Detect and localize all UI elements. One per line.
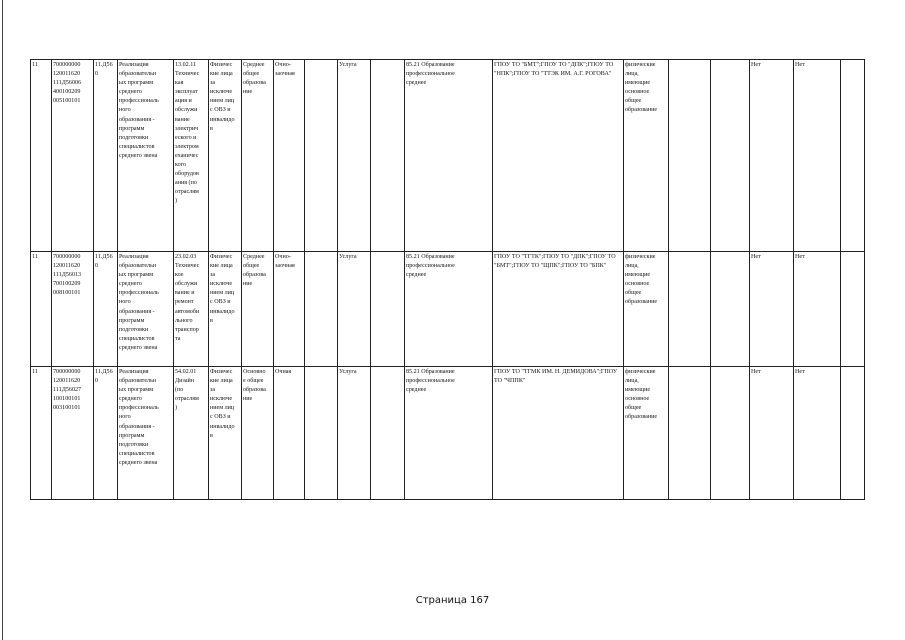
service-type-text: Услуга <box>339 369 357 375</box>
service-name-text: Реализация образовательн ых программ среднего профессиональ ного образования - программ подготовки специалистов среднего звена <box>119 254 159 351</box>
service-code-text: 11.Д56 0 <box>95 62 113 78</box>
consumer-category <box>209 60 242 252</box>
consumer-category-text: Физичес кие лица за исключе нием лиц с ОВЗ и инвалидо в <box>210 369 235 439</box>
empty-cell <box>669 252 711 367</box>
education-level-text: Основно е общее образова ние <box>243 369 266 403</box>
organizations-list-text: ГПОУ ТО "ТГМК ИМ. Н. ДЕМИДОВА";ГПОУ ТО "ЧППК" <box>494 369 618 385</box>
consumer-category-text: Физичес кие лица за исключе нием лиц с ОВЗ и инвалидо в <box>210 254 235 324</box>
okved-activity <box>405 252 493 367</box>
service-name <box>118 252 174 367</box>
table-row <box>31 60 865 252</box>
education-level <box>242 252 274 367</box>
consumers-text: физические лица, имеющие основное общее образование <box>625 254 658 306</box>
service-code <box>94 252 118 367</box>
row-number-text: 11 <box>32 369 38 375</box>
organizations-list <box>493 252 624 367</box>
study-form <box>274 60 305 252</box>
service-name <box>118 60 174 252</box>
service-code <box>94 367 118 500</box>
flag-no-text: Нет <box>795 254 805 260</box>
consumers <box>624 252 669 367</box>
education-level <box>242 60 274 252</box>
study-form-text: Очная <box>275 369 292 375</box>
flag-no-text: Нет <box>751 369 761 375</box>
education-level-text: Среднее общее образова ние <box>243 62 266 96</box>
registry-code-text: 700000000 120011620 111Д56013 700100209 008100101 <box>53 254 82 297</box>
flag-no-text: Нет <box>795 62 805 68</box>
okved-activity <box>405 367 493 500</box>
flag-no <box>750 252 794 367</box>
empty-cell <box>371 60 405 252</box>
empty-cell <box>841 367 865 500</box>
okved-activity <box>405 60 493 252</box>
flag-no-text: Нет <box>751 254 761 260</box>
okved-activity-text: 85.21 Образование профессиональное среднее <box>406 369 455 394</box>
registry-code-text: 700000000 120011620 111Д56006 400100209 005100101 <box>53 62 82 105</box>
empty-cell <box>371 367 405 500</box>
empty-cell <box>305 60 338 252</box>
service-type <box>338 252 371 367</box>
empty-cell <box>305 252 338 367</box>
consumers-text: физические лица, имеющие основное общее образование <box>625 62 658 114</box>
service-code-text: 11.Д56 0 <box>95 254 113 270</box>
study-form-text: Очно- заочная <box>275 254 295 270</box>
education-level-text: Среднее общее образова ние <box>243 254 266 288</box>
flag-no-text: Нет <box>751 62 761 68</box>
flag-no <box>794 367 841 500</box>
consumer-category-text: Физичес кие лица за исключе нием лиц с ОВЗ и инвалидо в <box>210 62 235 132</box>
okved-activity-text: 85.21 Образование профессиональное среднее <box>406 254 455 279</box>
organizations-list-text: ГПОУ ТО "ТГТК";ГПОУ ТО "ДПК";ГПОУ ТО "БМТ";ГПОУ ТО "ЩПК";ГПОУ ТО "БПК" <box>494 254 616 270</box>
service-type <box>338 60 371 252</box>
consumers <box>624 367 669 500</box>
service-name <box>118 367 174 500</box>
consumer-category <box>209 252 242 367</box>
row-number <box>31 252 52 367</box>
service-type-text: Услуга <box>339 254 357 260</box>
education-level <box>242 367 274 500</box>
consumers-text: физические лица, имеющие основное общее образование <box>625 369 658 421</box>
specialty <box>174 252 209 367</box>
specialty <box>174 367 209 500</box>
registry-code <box>52 60 94 252</box>
flag-no <box>794 60 841 252</box>
empty-cell <box>841 252 865 367</box>
service-name-text: Реализация образовательн ых программ среднего профессиональ ного образования - программ подготовки специалистов среднего звена <box>119 62 159 159</box>
okved-activity-text: 85.21 Образование профессиональное среднее <box>406 62 455 87</box>
flag-no <box>750 367 794 500</box>
empty-cell <box>711 367 750 500</box>
page-number: Страница 167 <box>415 595 490 606</box>
consumer-category <box>209 367 242 500</box>
empty-cell <box>711 60 750 252</box>
registry-code <box>52 252 94 367</box>
service-name-text: Реализация образовательн ых программ среднего профессиональ ного образования - программ подготовки специалистов среднего звена <box>119 369 159 466</box>
empty-cell <box>841 60 865 252</box>
specialty-text: 13.02.11 Техничес кая эксплуат ация и обслужи вание электрич еского и электром еханичес кого оборудов ания (по отраслям ) <box>175 62 200 205</box>
empty-cell <box>305 367 338 500</box>
organizations-list-text: ГПОУ ТО "БМТ";ГПОУ ТО "ДПК";ГПОУ ТО "НПК";ГПОУ ТО "ТТЭК ИМ. А.Г. РОГОВА" <box>494 62 614 78</box>
service-code <box>94 60 118 252</box>
organizations-list <box>493 60 624 252</box>
organizations-list <box>493 367 624 500</box>
service-code-text: 11.Д56 0 <box>95 369 113 385</box>
table-row <box>31 367 865 500</box>
service-type-text: Услуга <box>339 62 357 68</box>
flag-no-text: Нет <box>795 369 805 375</box>
empty-cell <box>669 60 711 252</box>
empty-cell <box>711 252 750 367</box>
specialty-text: 54.02.01 Дизайн (по отраслям ) <box>175 369 199 412</box>
row-number <box>31 367 52 500</box>
registry-table <box>30 59 865 500</box>
specialty <box>174 60 209 252</box>
row-number-text: 11 <box>32 62 38 68</box>
row-number-text: 11 <box>32 254 38 260</box>
table-row <box>31 252 865 367</box>
consumers <box>624 60 669 252</box>
study-form <box>274 367 305 500</box>
empty-cell <box>371 252 405 367</box>
page-edge-line <box>2 0 3 640</box>
study-form-text: Очно- заочная <box>275 62 295 78</box>
row-number <box>31 60 52 252</box>
flag-no <box>794 252 841 367</box>
service-type <box>338 367 371 500</box>
registry-code-text: 700000000 120011620 111Д56027 100100101 003100101 <box>53 369 82 412</box>
specialty-text: 23.02.03 Техничес кое обслужи вание и ремонт автомоби льного транспор та <box>175 254 200 342</box>
study-form <box>274 252 305 367</box>
flag-no <box>750 60 794 252</box>
registry-code <box>52 367 94 500</box>
empty-cell <box>669 367 711 500</box>
